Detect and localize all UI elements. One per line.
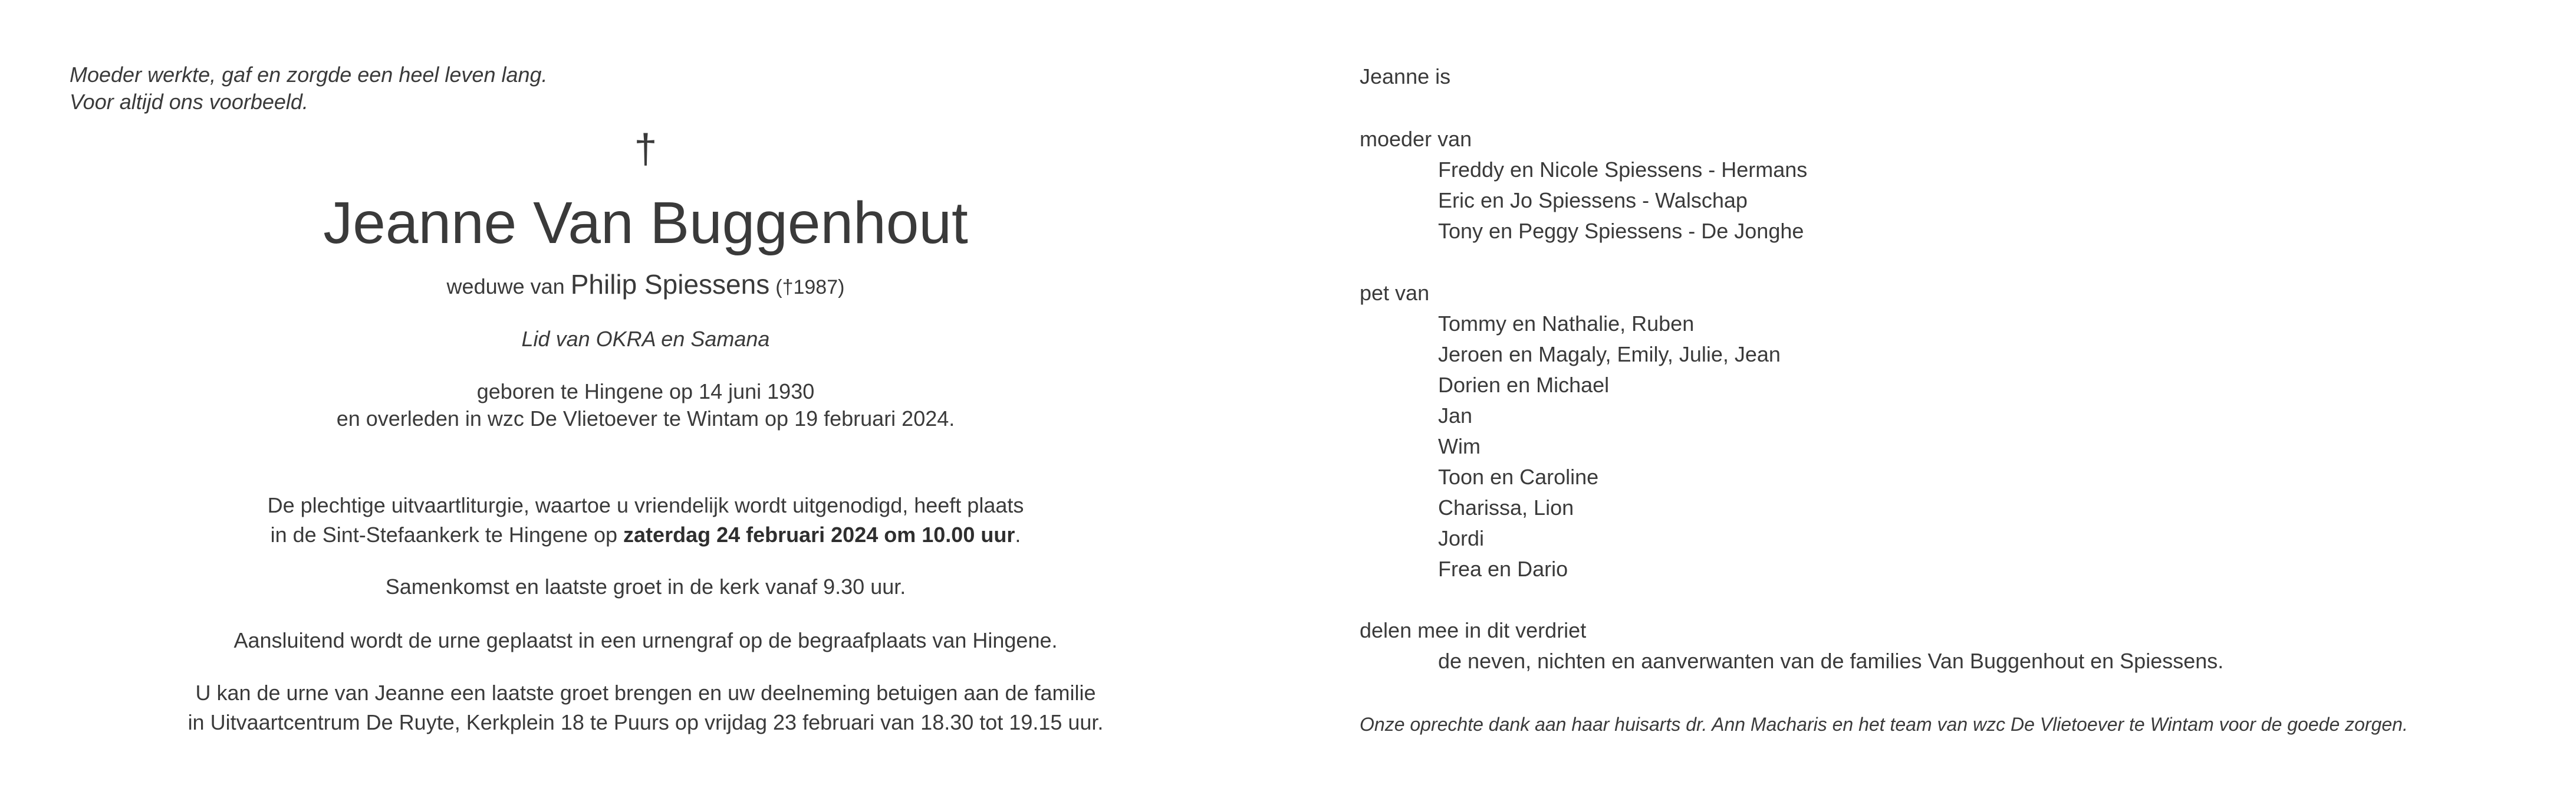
husband-death-year: (†1987) — [775, 276, 845, 298]
motto-line: Moeder werkte, gaf en zorgde een heel leven lang. — [70, 63, 548, 87]
family-intro: Jeanne is — [1360, 64, 1451, 88]
relatives-line: de neven, nichten en aanverwanten van de families Van Buggenhout en Spiessens. — [1438, 649, 2224, 673]
thanks-note: Onze oprechte dank aan haar huisarts dr. Ann Macharis en het team van wzc De Vlietoever te Wintam voor de goede zorgen. — [1360, 714, 2408, 735]
right-panel — [1360, 0, 2539, 801]
urn-burial-info: Aansluitend wordt de urne geplaatst in een urnengraf op de begraafplaats van Hingene. — [233, 628, 1058, 652]
child-item: Freddy en Nicole Spiessens - Hermans — [1438, 157, 1808, 182]
birth-death-details — [0, 378, 1291, 432]
liturgy-date-time: zaterdag 24 februari 2024 om 10.00 uur — [623, 523, 1015, 547]
grandmother-heading: pet van — [1360, 281, 1430, 305]
liturgy-place: in de Sint-Stefaankerk te Hingene op — [270, 523, 618, 547]
cross-icon: † — [634, 126, 657, 172]
death-line: en overleden in wzc De Vlietoever te Wintam op 19 februari 2024. — [336, 406, 955, 431]
grandchild-item: Toon en Caroline — [1438, 465, 1599, 489]
grandchild-item: Charissa, Lion — [1438, 495, 1574, 520]
motto — [70, 61, 548, 116]
child-item: Eric en Jo Spiessens - Walschap — [1438, 188, 1748, 212]
mother-heading: moeder van — [1360, 127, 1472, 151]
birth-line: geboren te Hingene op 14 juni 1930 — [476, 379, 815, 403]
visitation-line: in Uitvaartcentrum De Ruyte, Kerkplein 18 te Puurs op vrijdag 23 februari van 18.30 tot 19.15 uur. — [187, 710, 1104, 734]
grandchild-item: Frea en Dario — [1438, 557, 1568, 581]
child-item: Tony en Peggy Spiessens - De Jonghe — [1438, 219, 1804, 243]
grandchild-item: Tommy en Nathalie, Ruben — [1438, 311, 1695, 336]
grandchild-item: Jeroen en Magaly, Emily, Julie, Jean — [1438, 342, 1781, 366]
husband-name: Philip Spiessens — [570, 269, 770, 300]
motto-line: Voor altijd ons voorbeeld. — [70, 90, 308, 114]
deceased-name: Jeanne Van Buggenhout — [323, 190, 968, 256]
membership: Lid van OKRA en Samana — [521, 327, 770, 351]
grandchild-item: Dorien en Michael — [1438, 373, 1610, 397]
grandchild-item: Jordi — [1438, 526, 1485, 550]
visitation-info — [0, 678, 1291, 737]
liturgy-line — [0, 520, 1291, 550]
widow-line — [0, 267, 1291, 305]
grandchild-item: Wim — [1438, 434, 1481, 458]
liturgy-line: De plechtige uitvaartliturgie, waartoe u vriendelijk wordt uitgenodigd, heeft plaats — [267, 493, 1024, 517]
visitation-line: U kan de urne van Jeanne een laatste groet brengen en uw deelneming betuigen aan de familie — [195, 681, 1096, 705]
gathering-info: Samenkomst en laatste groet in de kerk vanaf 9.30 uur. — [385, 575, 906, 599]
widow-prefix: weduwe van — [446, 274, 565, 298]
liturgy-period: . — [1015, 523, 1021, 547]
liturgy-announcement — [0, 491, 1291, 550]
grandchild-item: Jan — [1438, 403, 1473, 428]
grief-heading: delen mee in dit verdriet — [1360, 618, 1587, 642]
